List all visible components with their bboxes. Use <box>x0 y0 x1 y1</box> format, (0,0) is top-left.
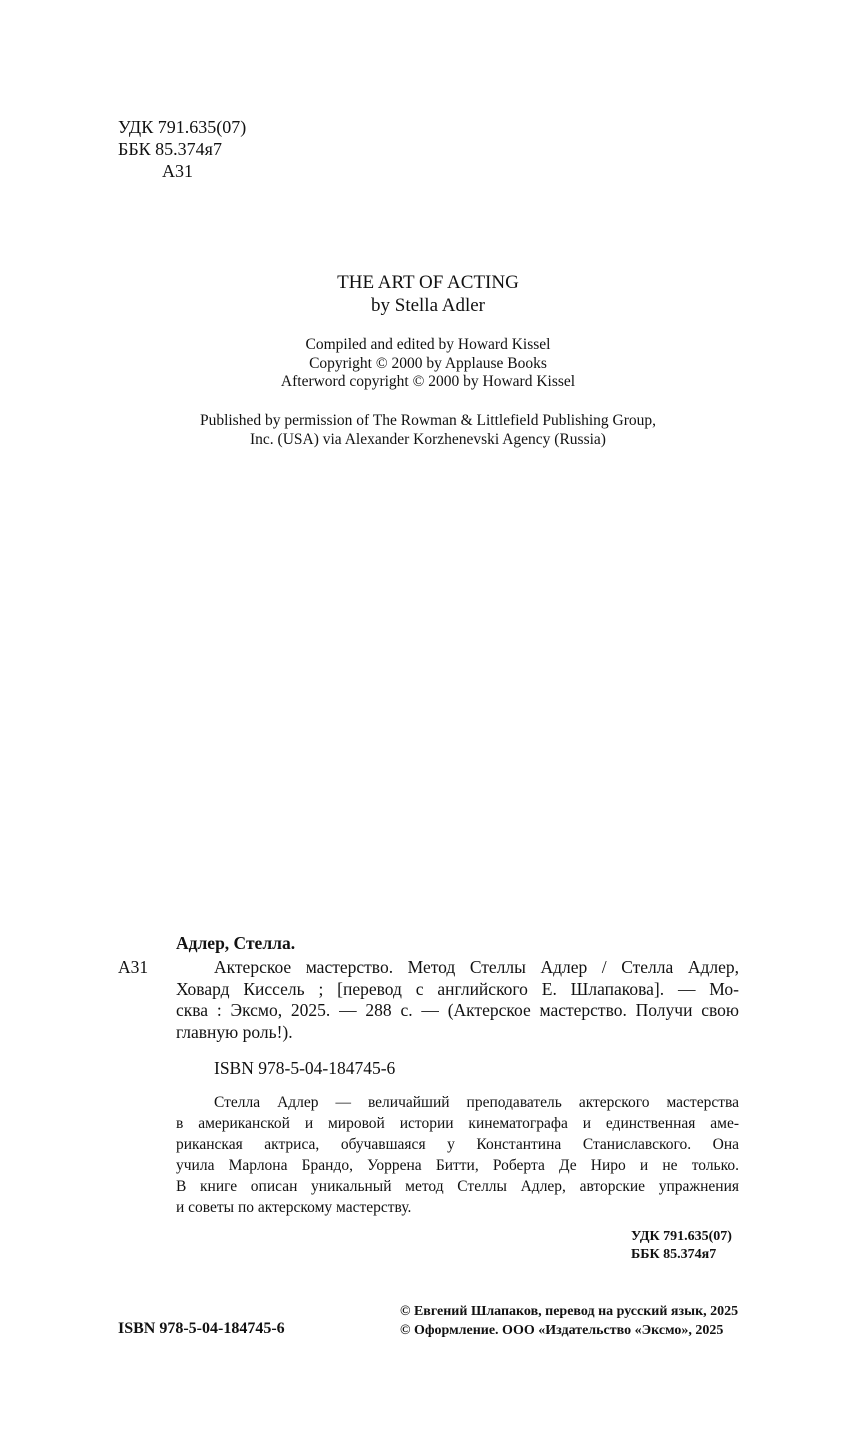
original-title: THE ART OF ACTING <box>337 272 519 293</box>
annotation-line: Стелла Адлер — величайший преподаватель актерского мастерства <box>214 1094 739 1111</box>
footer-isbn: ISBN 978-5-04-184745-6 <box>118 1320 285 1337</box>
index-bbk: ББК 85.374я7 <box>631 1247 717 1262</box>
record-line: Ховард Киссель ; [перевод с английского Е. Шлапакова]. — Мо- <box>176 978 739 999</box>
annotation-line: риканская актриса, обучавшаяся у Константина Станиславского. Она <box>176 1136 739 1153</box>
record-author-heading: Адлер, Стелла. <box>176 933 296 953</box>
record-code: А31 <box>118 957 149 977</box>
credit-line: Compiled and edited by Howard Kissel <box>305 336 551 353</box>
bbk-code: ББК 85.374я7 <box>118 139 222 159</box>
record-description <box>176 957 739 1043</box>
original-title-block <box>0 271 856 317</box>
annotation-block <box>176 1092 739 1218</box>
permission-line: Published by permission of The Rowman & Littlefield Publishing Group, <box>199 412 657 429</box>
annotation-line: учила Марлона Брандо, Уоррена Битти, Роберта Де Ниро и не только. <box>176 1157 739 1174</box>
credits-block <box>0 336 856 392</box>
original-byline: by Stella Adler <box>371 295 485 316</box>
permission-block <box>0 412 856 449</box>
record-line: Актерское мастерство. Метод Стеллы Адлер / Стелла Адлер, <box>214 957 739 977</box>
annotation-line: и советы по актерскому мастерству. <box>176 1199 412 1216</box>
udk-code: УДК 791.635(07) <box>118 117 247 137</box>
footer-copyright-design: © Оформление. ООО «Издательство «Эксмо», 2025 <box>400 1323 724 1338</box>
record-isbn: ISBN 978-5-04-184745-6 <box>214 1058 396 1078</box>
author-mark: А31 <box>162 161 193 181</box>
record-line: главную роль!). <box>176 1021 293 1042</box>
record-line: сква : Эксмо, 2025. — 288 с. — (Актерское мастерство. Получи свою <box>176 1000 739 1020</box>
annotation-line: В книге описан уникальный метод Стеллы Адлер, авторские упражнения <box>176 1178 739 1195</box>
annotation-line: в американской и мировой истории кинематографа и единственная аме- <box>176 1115 739 1132</box>
footer-copyright-translation: © Евгений Шлапаков, перевод на русский язык, 2025 <box>400 1304 739 1319</box>
permission-line: Inc. (USA) via Alexander Korzhenevski Agency (Russia) <box>250 430 606 448</box>
credit-line: Copyright © 2000 by Applause Books <box>309 354 547 372</box>
index-udk: УДК 791.635(07) <box>631 1229 732 1244</box>
credit-line: Afterword copyright © 2000 by Howard Kissel <box>280 373 576 390</box>
